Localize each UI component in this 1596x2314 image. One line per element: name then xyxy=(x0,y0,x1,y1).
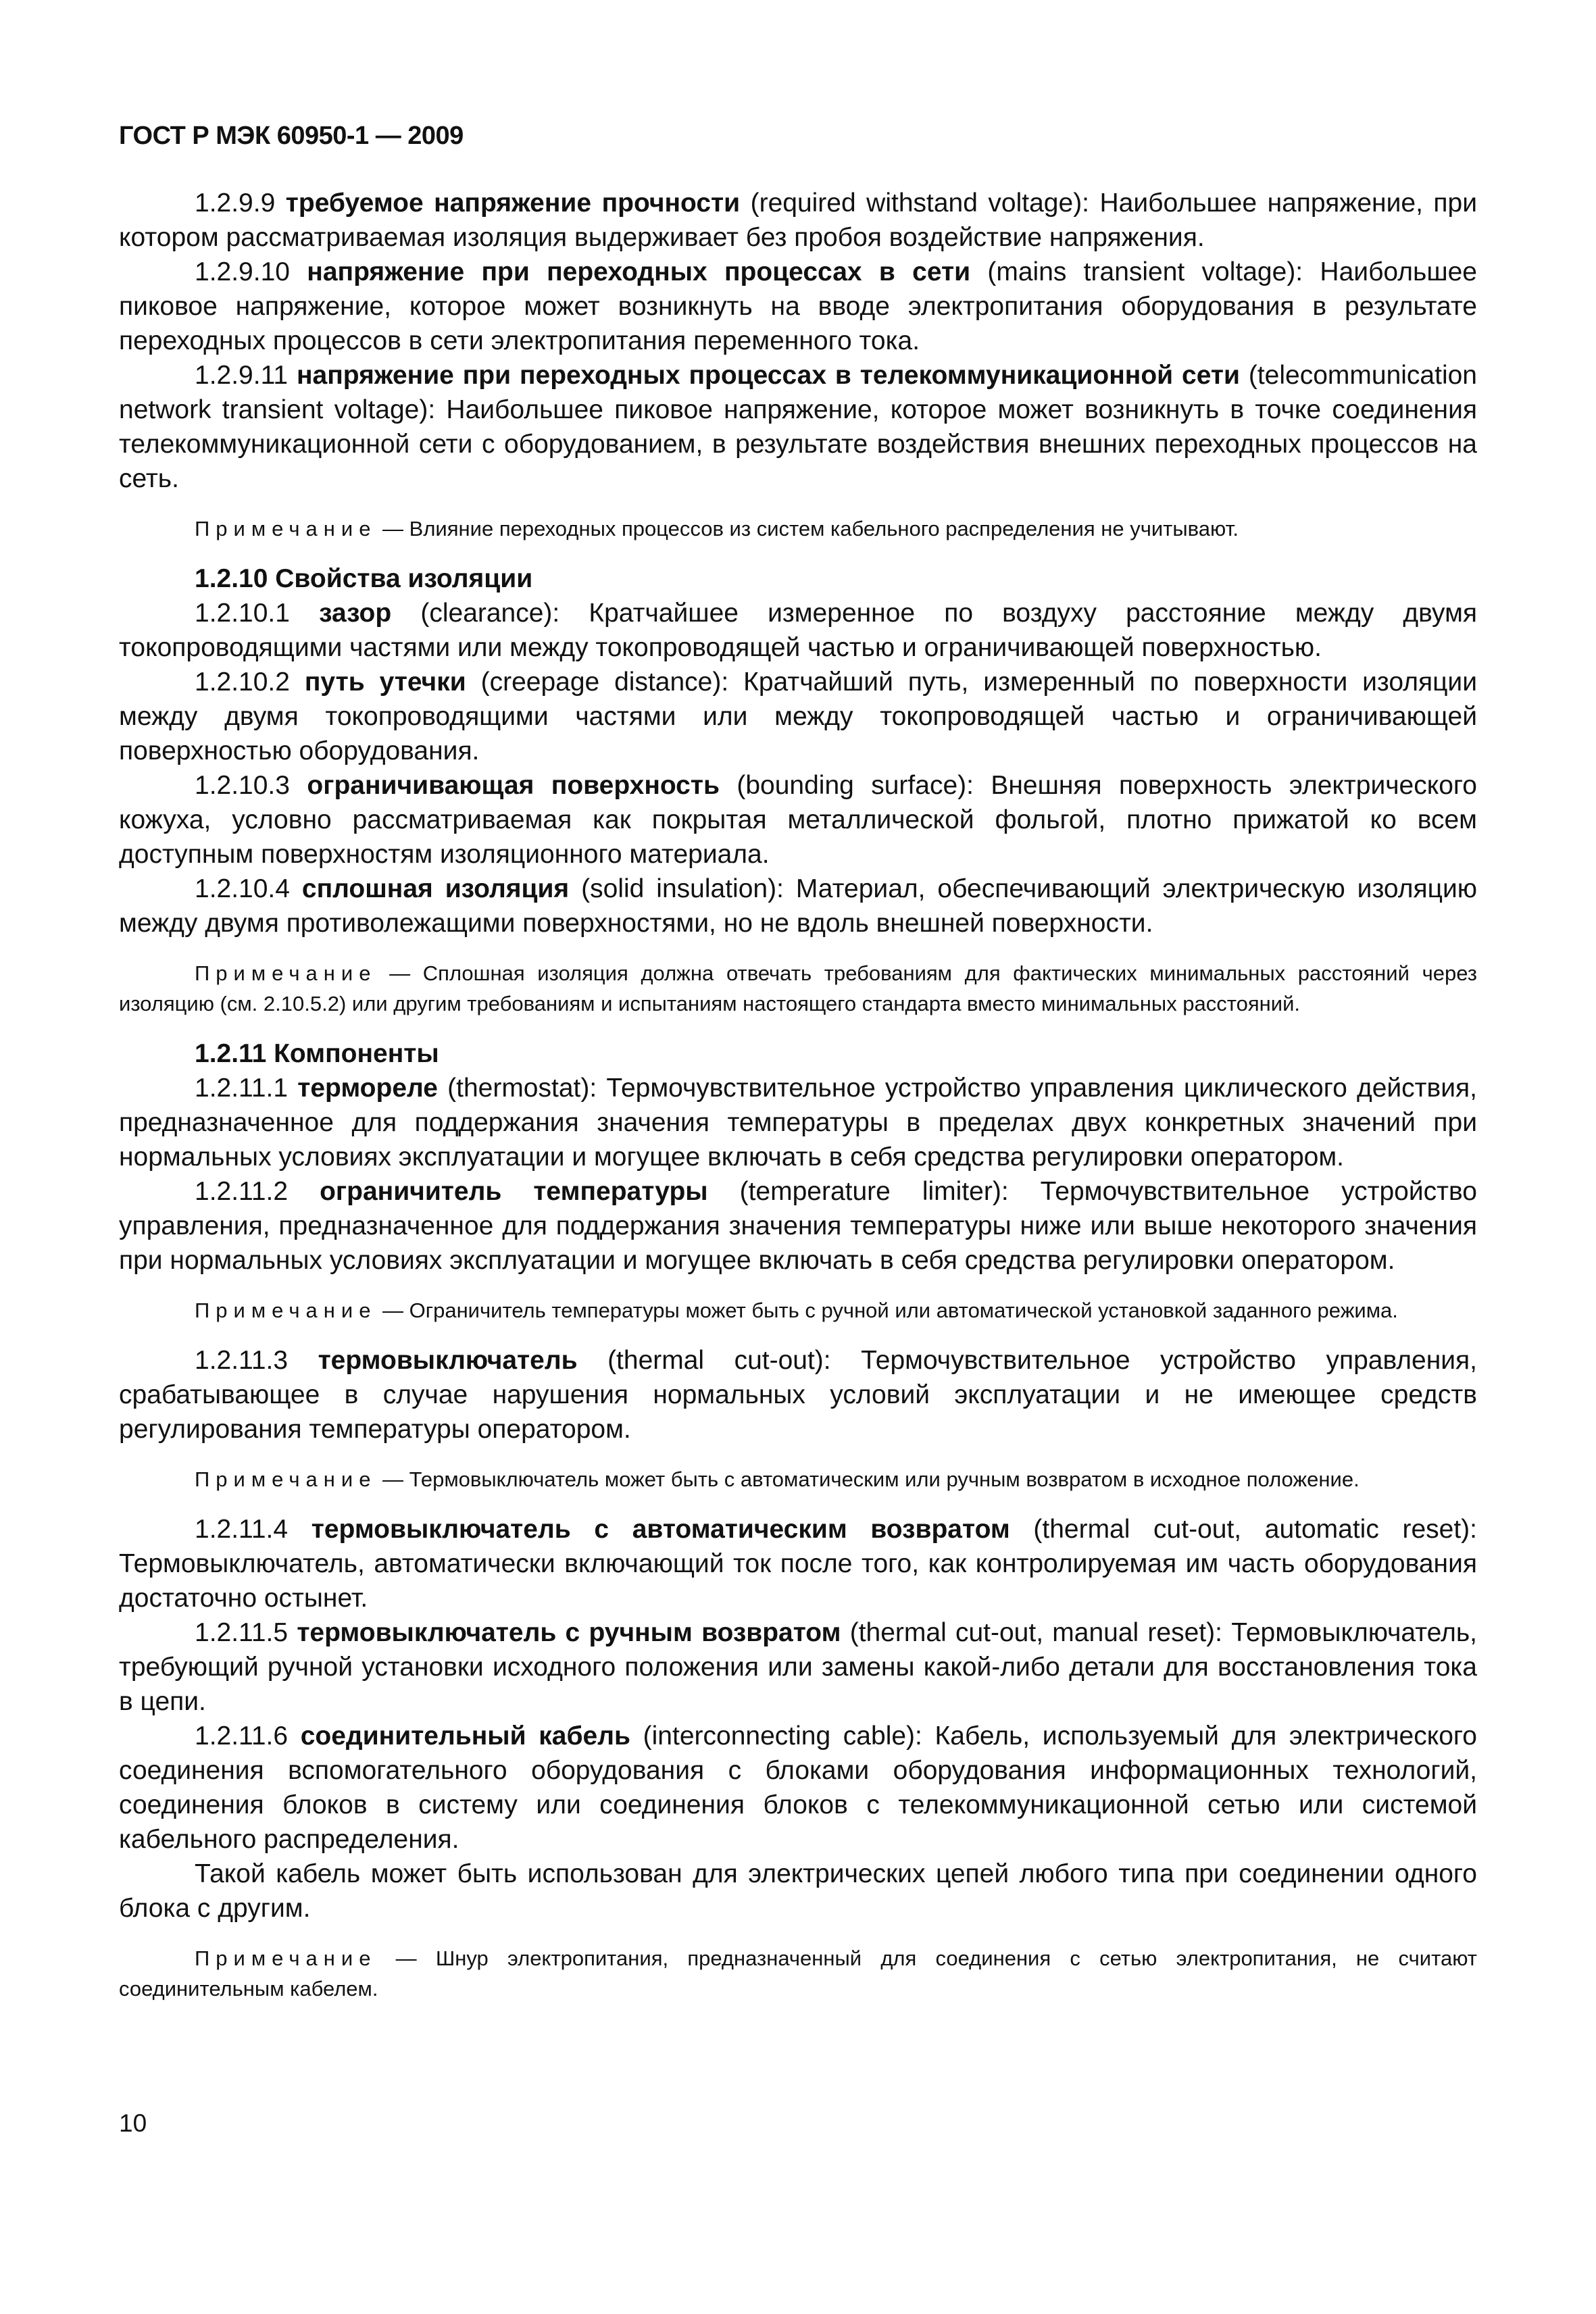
definition-text: (telecommunication network transient voltage): Наибольшее пиковое напряжение, которое может возникнуть в точке соединения телекоммуникационной сети с оборудованием, в результате воздействия внешних переходных процессов на сеть. xyxy=(119,361,1477,493)
defined-term: термовыключатель с ручным возвратом xyxy=(297,1618,841,1647)
clause-number: 1.2.9.9 xyxy=(195,188,276,218)
clause-number: 1.2.11.4 xyxy=(195,1515,289,1544)
document-page xyxy=(119,122,1477,2021)
definition-text: (thermal cut-out): Термочувствительное устройство управления, срабатывающее в случае нарушения нормальных условий эксплуатации и не имеющее средств регулирования температуры оператором. xyxy=(119,1346,1477,1444)
definition-text: (bounding surface): Внешняя поверхность электрического кожуха, условно рассматриваемая как покрытая металлической фольгой, плотно прижатой ко всем доступным поверхностям изоляционного материала. xyxy=(119,771,1477,869)
clause-number: 1.2.10.3 xyxy=(195,771,290,800)
definition-text: (mains transient voltage): Наибольшее пиковое напряжение, которое может возникнуть на вводе электропитания оборудования в результате переходных процессов в сети электропитания переменного тока. xyxy=(119,257,1477,355)
definition-text: (thermal cut-out, manual reset): Термовыключатель, требующий ручной установки исходного положения или замены какой-либо детали для восстановления тока в цепи. xyxy=(119,1618,1477,1716)
defined-term: напряжение при переходных процессах в телекоммуникационной сети xyxy=(296,361,1240,390)
clause-number: 1.2.11.3 xyxy=(195,1346,289,1375)
definition-paragraph xyxy=(119,872,1477,940)
definition-paragraph xyxy=(119,1174,1477,1278)
definition-paragraph xyxy=(119,1615,1477,1719)
note-label: Примечание xyxy=(195,1946,377,1970)
definition-text: (temperature limiter): Термочувствительное устройство управления, предназначенное для поддержания значения температуры ниже или выше некоторого значения при нормальных условиях эксплуатации и могущее включать в себя средства регулировки оператором. xyxy=(119,1177,1477,1275)
definition-paragraph xyxy=(119,1343,1477,1447)
clause-number: 1.2.9.10 xyxy=(195,257,290,286)
defined-term: ограничивающая поверхность xyxy=(307,771,720,800)
note-label: Примечание xyxy=(195,517,377,540)
note-paragraph xyxy=(119,1295,1477,1326)
definition-paragraph xyxy=(119,1512,1477,1615)
defined-term: сплошная изоляция xyxy=(301,874,570,903)
clause-number: 1.2.10.4 xyxy=(195,874,290,903)
defined-term: напряжение при переходных процессах в сети xyxy=(307,257,971,286)
clause-number: 1.2.11.5 xyxy=(195,1618,289,1647)
section-heading: 1.2.10 Свойства изоляции xyxy=(195,564,533,593)
definition-text: (required withstand voltage): Наибольшее напряжение, при котором рассматриваемая изоляция выдерживает без пробоя воздействие напряжения. xyxy=(119,188,1478,252)
definition-text: (interconnecting cable): Кабель, используемый для электрического соединения вспомогательного оборудования с блоками оборудования информационных технологий, соединения блоков в систему или соединения блоков с телекоммуникационной сетью или системой кабельного распределения. xyxy=(119,1721,1477,1854)
note-label: Примечание xyxy=(195,1467,377,1491)
clause-number: 1.2.9.11 xyxy=(195,361,289,390)
body-paragraph: Такой кабель может быть использован для электрических цепей любого типа при соединении одного блока с другим. xyxy=(119,1859,1477,1923)
definition-text: (clearance): Кратчайшее измеренное по воздуху расстояние между двумя токопроводящими частями или между токопроводящей частью и ограничивающей поверхностью. xyxy=(119,599,1477,662)
document-header: ГОСТ Р МЭК 60950-1 — 2009 xyxy=(119,122,464,150)
note-paragraph xyxy=(119,958,1477,1019)
clause-number: 1.2.11.2 xyxy=(195,1177,289,1206)
note-text: — Влияние переходных процессов из систем кабельного распределения не учитывают. xyxy=(376,517,1239,540)
note-label: Примечание xyxy=(195,1299,377,1322)
defined-term: термореле xyxy=(297,1074,438,1103)
note-text: — Ограничитель температуры может быть с ручной или автоматической установкой заданного режима. xyxy=(376,1299,1398,1322)
definition-paragraph xyxy=(119,255,1477,358)
defined-term: требуемое напряжение прочности xyxy=(285,188,741,218)
defined-term: путь утечки xyxy=(304,668,466,697)
definition-paragraph xyxy=(119,1071,1477,1174)
defined-term: термовыключатель xyxy=(318,1346,578,1375)
clause-number: 1.2.10.1 xyxy=(195,599,290,628)
defined-term: соединительный кабель xyxy=(300,1721,630,1751)
clause-number: 1.2.10.2 xyxy=(195,668,290,697)
defined-term: термовыключатель с автоматическим возвратом xyxy=(311,1515,1010,1544)
definition-paragraph xyxy=(119,596,1477,665)
definition-text: (solid insulation): Материал, обеспечивающий электрическую изоляцию между двумя противолежащими поверхностями, но не вдоль внешней поверхности. xyxy=(119,874,1477,938)
note-text: — Сплошная изоляция должна отвечать требованиям для фактических минимальных расстояний через изоляцию (см. 2.10.5.2) или другим требованиям и испытаниям настоящего стандарта вместо минимальных расстояний. xyxy=(119,961,1477,1015)
page-number: 10 xyxy=(119,2109,147,2137)
note-paragraph xyxy=(119,1464,1477,1494)
section-heading: 1.2.11 Компоненты xyxy=(195,1039,439,1068)
definition-paragraph xyxy=(119,768,1477,872)
defined-term: зазор xyxy=(319,599,392,628)
clause-number: 1.2.11.1 xyxy=(195,1074,289,1103)
definition-text: (thermostat): Термочувствительное устройство управления циклического действия, предназначенное для поддержания значения температуры в пределах двух конкретных значений при нормальных условиях эксплуатации и могущее включать в себя средства регулировки оператором. xyxy=(119,1074,1478,1172)
definition-paragraph xyxy=(119,665,1477,768)
note-text: — Термовыключатель может быть с автоматическим или ручным возвратом в исходное положение. xyxy=(376,1467,1360,1491)
note-paragraph xyxy=(119,1943,1477,2004)
definition-paragraph xyxy=(119,358,1477,496)
note-label: Примечание xyxy=(195,961,377,985)
definition-text: (creepage distance): Кратчайший путь, измеренный по поверхности изоляции между двумя токопроводящими частями или между токопроводящей частью и ограничивающей поверхностью оборудования. xyxy=(119,668,1477,765)
note-paragraph xyxy=(119,513,1477,544)
note-text: — Шнур электропитания, предназначенный для соединения с сетью электропитания, не считают соединительным кабелем. xyxy=(119,1946,1477,2001)
definition-text: (thermal cut-out, automatic reset): Термовыключатель, автоматически включающий ток после того, как контролируемая им часть оборудования достаточно остынет. xyxy=(119,1515,1478,1613)
definition-paragraph xyxy=(119,186,1477,255)
clause-number: 1.2.11.6 xyxy=(195,1721,289,1751)
document-body xyxy=(119,186,1477,2004)
definition-paragraph xyxy=(119,1719,1477,1857)
defined-term: ограничитель температуры xyxy=(320,1177,708,1206)
